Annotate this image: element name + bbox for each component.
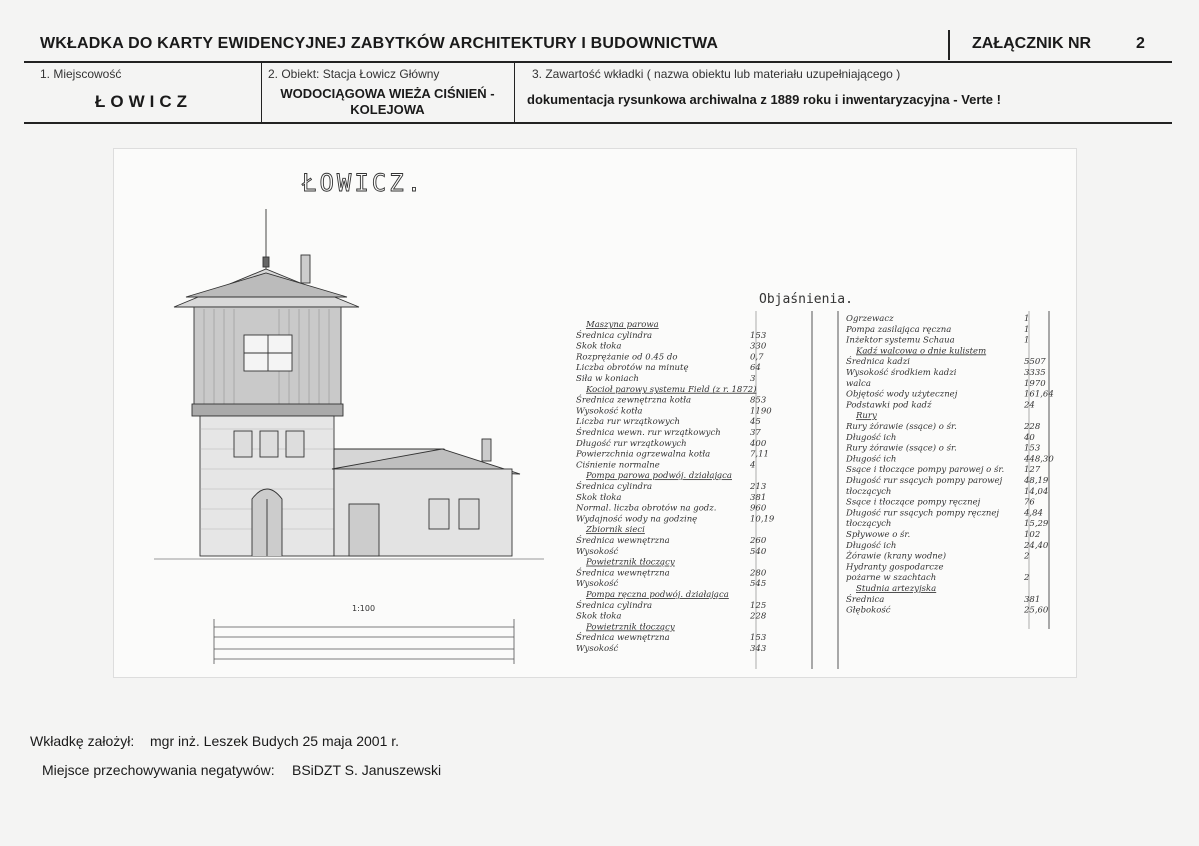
left_table-value-8: 1190 xyxy=(750,406,772,417)
left_table-value-27: 228 xyxy=(750,611,767,622)
right_table-label-12: Rury żórawie (ssące) o śr. xyxy=(846,443,957,454)
left_table-label-28: Powietrznik tłoczący xyxy=(586,622,675,633)
right_table-value-21: 24,40 xyxy=(1024,540,1049,551)
object-value: WODOCIĄGOWA WIEŻA CIŚNIEŃ - KOLEJOWA xyxy=(280,86,495,117)
left_table-value-3: 0,7 xyxy=(750,352,764,363)
left_table-label-9: Liczba rur wrzątkowych xyxy=(576,417,680,428)
left_table-value-26: 125 xyxy=(750,600,767,611)
right_table-value-12: 153 xyxy=(1024,443,1041,454)
left_table-value-4: 64 xyxy=(750,363,761,374)
left_table-label-7: Średnica zewnętrzna kotła xyxy=(576,395,692,406)
left_table-label-23: Średnica wewnętrzna xyxy=(576,568,670,579)
right_table-label-1: Pompa zasilająca ręczna xyxy=(846,324,952,335)
left_table-label-10: Średnica wewn. rur wrzątkowych xyxy=(576,428,721,438)
left_table-label-6: Kocioł parowy systemu Field (z r. 1872) xyxy=(586,384,757,395)
field-divider-2 xyxy=(514,62,515,123)
left_table-label-2: Skok tłoka xyxy=(576,341,622,352)
left_table-label-3: Rozprężanie od 0.45 do xyxy=(576,352,678,363)
content-label: 3. Zawartość wkładki ( nazwa obiektu lub materiału uzupełniającego ) xyxy=(532,67,901,81)
left_table-value-1: 153 xyxy=(750,330,767,341)
right_table-label-7: Objętość wody użytecznej xyxy=(846,389,958,400)
right_table-value-10: 228 xyxy=(1024,422,1041,432)
left_table-value-9: 45 xyxy=(750,417,761,428)
right_table-value-19: 15,29 xyxy=(1024,519,1049,530)
left_table-value-7: 853 xyxy=(750,395,767,406)
right_table-label-3: Kadź walcowa o dnie kulistem xyxy=(856,346,987,357)
right_table-label-23: Hydranty gospodarcze xyxy=(846,562,944,573)
field-divider-1 xyxy=(261,62,262,123)
left_table-value-20: 260 xyxy=(750,536,767,546)
archival-drawing xyxy=(113,148,1077,678)
right_table-value-4: 5507 xyxy=(1024,357,1046,368)
founder-value: mgr inż. Leszek Budych 25 maja 2001 r. xyxy=(150,733,400,749)
left_table-label-1: Średnica cylindra xyxy=(576,330,653,341)
right_table-value-13: 448,30 xyxy=(1024,454,1054,465)
right_table-value-7: 161,64 xyxy=(1024,389,1054,400)
left_table-label-13: Ciśnienie normalne xyxy=(576,460,660,471)
left_table-value-5: 3 xyxy=(750,374,756,384)
right_table-label-2: Inżektor systemu Schaua xyxy=(846,335,955,346)
right_table-value-22: 2 xyxy=(1024,551,1030,562)
header-rule-top xyxy=(24,61,1172,63)
right_table-label-17: Ssące i tłoczące pompy ręcznej xyxy=(846,497,981,508)
water-tower-drawing xyxy=(114,149,1076,677)
right_table-value-2: 1 xyxy=(1024,335,1030,346)
right_table-value-11: 40 xyxy=(1024,432,1035,443)
left_table-value-18: 10,19 xyxy=(750,514,775,525)
right_table-label-15: Długość rur ssących pompy parowej xyxy=(846,476,1003,486)
left_table-label-20: Średnica wewnętrzna xyxy=(576,536,670,546)
left_table-value-13: 4 xyxy=(750,460,756,471)
right_table-value-26: 381 xyxy=(1024,594,1041,605)
header-divider xyxy=(948,30,950,60)
right_table-label-24: pożarne w szachtach xyxy=(846,573,937,584)
right_table-label-18: Długość rur ssących pompy ręcznej xyxy=(846,508,1000,519)
left_table-value-24: 545 xyxy=(750,579,767,590)
right_table-label-5: Wysokość środkiem kadzi xyxy=(846,368,957,378)
left_table-value-21: 540 xyxy=(750,546,767,557)
right_table-label-9: Rury xyxy=(856,411,877,422)
left_table-label-15: Średnica cylindra xyxy=(576,482,653,492)
right_table-label-26: Średnica xyxy=(846,594,885,605)
right_table-label-25: Studnia artezyjska xyxy=(856,584,937,594)
left_table-value-30: 343 xyxy=(750,644,767,654)
right_table-value-27: 25,60 xyxy=(1024,605,1049,616)
left_table-label-14: Pompa parowa podwój. działająca xyxy=(586,471,732,482)
left_table-label-27: Skok tłoka xyxy=(576,611,622,622)
left_table-label-24: Wysokość xyxy=(576,579,619,590)
right_table-label-27: Głębokość xyxy=(846,605,891,616)
left_table-value-11: 400 xyxy=(750,438,767,449)
right_table-label-10: Rury żórawie (ssące) o śr. xyxy=(846,422,957,432)
right_table-label-14: Ssące i tłoczące pompy parowej o śr. xyxy=(846,465,1005,476)
tower xyxy=(154,209,544,559)
right_table-label-19: tłoczących xyxy=(846,519,892,530)
left_table-label-18: Wydajność wody na godzinę xyxy=(576,514,698,525)
right_table-value-20: 102 xyxy=(1024,530,1041,540)
left_table-label-12: Powierzchnia ogrzewalna kotła xyxy=(576,449,711,460)
scale-label: 1:100 xyxy=(352,604,376,613)
left_table-label-25: Pompa ręczna podwój. działająca xyxy=(586,590,729,600)
left_table-label-22: Powietrznik tłoczący xyxy=(586,557,675,568)
left_table-label-29: Średnica wewnętrzna xyxy=(576,633,670,644)
right_table-value-8: 24 xyxy=(1024,400,1035,411)
card-title: WKŁADKA DO KARTY EWIDENCYJNEJ ZABYTKÓW ARCHITEKTURY I BUDOWNICTWA xyxy=(40,35,719,52)
content-value: dokumentacja rysunkowa archiwalna z 1889 roku i inwentaryzacyjna - Verte ! xyxy=(527,92,1001,107)
right_table-label-6: walca xyxy=(846,378,871,389)
negatives-value: BSiDZT S. Januszewski xyxy=(292,762,442,778)
place-value: ŁOWICZ xyxy=(95,92,193,111)
left_table-value-15: 213 xyxy=(750,482,767,492)
right_table-value-0: 1 xyxy=(1024,314,1030,324)
left_table-value-17: 960 xyxy=(750,503,767,514)
annex-number: 2 xyxy=(1136,35,1145,52)
left_table-label-21: Wysokość xyxy=(576,546,619,557)
left_table-value-23: 280 xyxy=(750,568,767,579)
right_table-label-21: Długość ich xyxy=(846,540,897,551)
founder-label: Wkładkę założył: xyxy=(30,733,135,749)
right_table-label-22: Żórawie (krany wodne) xyxy=(846,551,947,562)
place-label: 1. Miejscowość xyxy=(40,67,122,81)
header-rule-bottom xyxy=(24,122,1172,124)
left_table-label-11: Długość rur wrzątkowych xyxy=(576,438,687,449)
legend-left-table xyxy=(575,320,775,654)
right_table-value-5: 3335 xyxy=(1024,368,1046,378)
left_table-label-5: Siła w koniach xyxy=(576,374,639,384)
drawing-title: ŁOWICZ. xyxy=(302,169,425,197)
right_table-label-8: Podstawki pod kadź xyxy=(846,400,932,411)
right_table-value-15: 48,19 xyxy=(1024,476,1049,486)
left_table-label-4: Liczba obrotów na minutę xyxy=(576,363,689,374)
left_table-label-8: Wysokość kotła xyxy=(576,406,643,417)
object-label: 2. Obiekt: Stacja Łowicz Główny xyxy=(268,67,440,81)
right_table-value-14: 127 xyxy=(1024,465,1041,476)
right_table-label-0: Ogrzewacz xyxy=(846,314,894,324)
right_table-value-16: 14,04 xyxy=(1024,486,1049,497)
left_table-value-10: 37 xyxy=(750,428,761,438)
left_table-label-26: Średnica cylindra xyxy=(576,600,653,611)
right_table-label-16: tłoczących xyxy=(846,486,892,497)
right_table-value-6: 1970 xyxy=(1024,378,1046,389)
right_table-label-13: Długość ich xyxy=(846,454,897,465)
left_table-value-16: 381 xyxy=(750,492,767,503)
left_table-label-30: Wysokość xyxy=(576,644,619,654)
legend-right-table xyxy=(845,314,1054,616)
left_table-value-29: 153 xyxy=(750,633,767,644)
right_table-label-11: Długość ich xyxy=(846,432,897,443)
scale-bar xyxy=(214,619,514,664)
right_table-label-20: Spływowe o śr. xyxy=(846,530,911,540)
negatives-label: Miejsce przechowywania negatywów: xyxy=(42,762,275,778)
left_table-label-0: Maszyna parowa xyxy=(586,320,659,330)
left_table-label-17: Normal. liczba obrotów na godz. xyxy=(576,503,717,514)
right_table-value-1: 1 xyxy=(1024,324,1030,335)
legend-title: Objaśnienia. xyxy=(759,292,853,307)
left_table-label-16: Skok tłoka xyxy=(576,492,622,503)
right_table-label-4: Średnica kadzi xyxy=(846,357,910,368)
right_table-value-17: 76 xyxy=(1024,497,1035,508)
left_table-label-19: Zbiornik sieci xyxy=(586,525,645,536)
left_table-value-2: 330 xyxy=(750,341,767,352)
right_table-value-18: 4,84 xyxy=(1024,508,1043,519)
right_table-value-24: 2 xyxy=(1024,573,1030,584)
left_table-value-12: 7,11 xyxy=(750,449,769,460)
annex-label: ZAŁĄCZNIK NR xyxy=(972,35,1092,52)
